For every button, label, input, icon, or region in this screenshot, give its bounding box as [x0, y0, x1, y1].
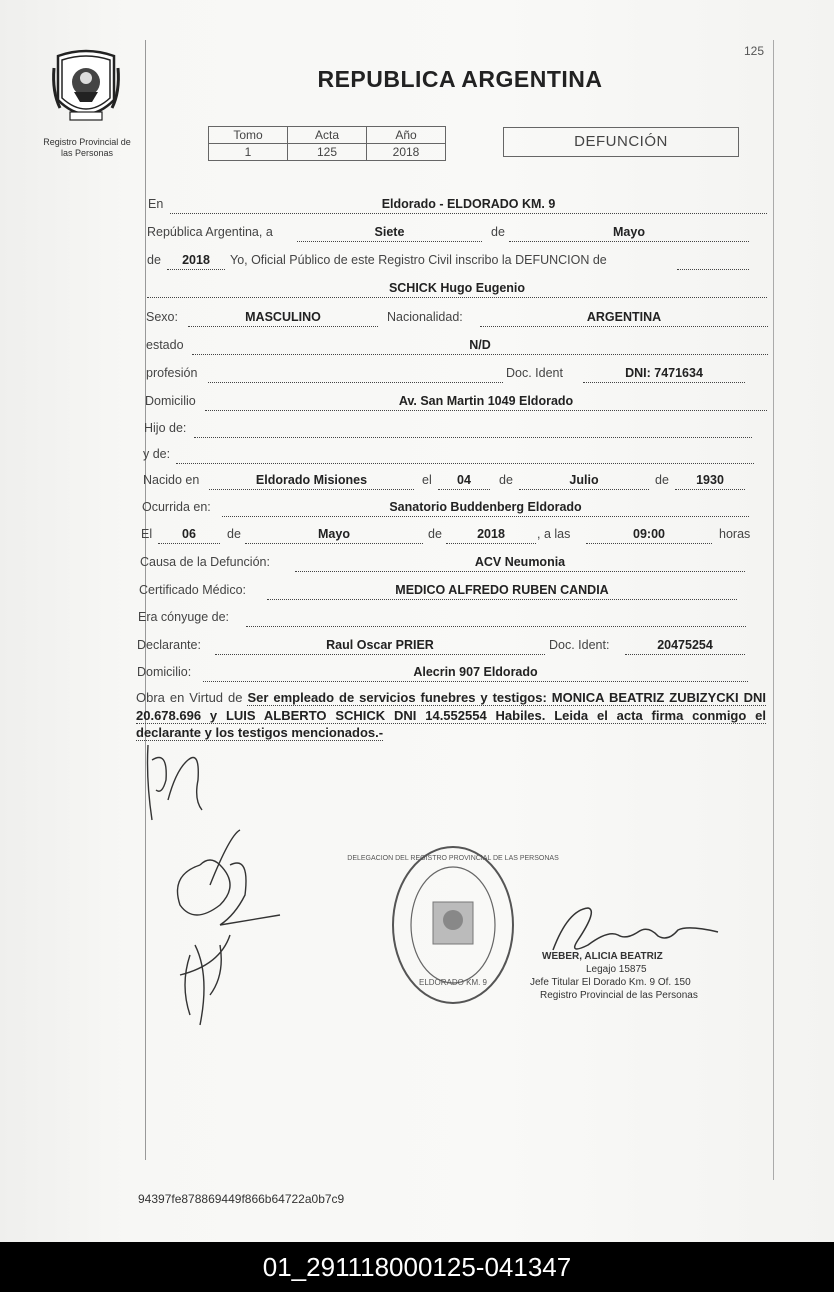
registrar-name: WEBER, ALICIA BEATRIZ — [542, 951, 663, 962]
inscription-text: Yo, Oficial Público de este Registro Civil inscribo la DEFUNCION de — [230, 253, 607, 267]
estado-label: estado — [146, 338, 184, 352]
domicilio-label: Domicilio — [145, 394, 196, 408]
sexo-value: MASCULINO — [188, 310, 378, 327]
a-las-label: , a las — [537, 527, 571, 541]
declarante-doc-value: 20475254 — [625, 638, 745, 655]
horas-label: horas — [719, 527, 751, 541]
causa-label: Causa de la Defunción: — [140, 555, 270, 569]
anio-label: Año — [367, 127, 446, 144]
de-label: de — [491, 225, 505, 239]
profesion-label: profesión — [146, 366, 198, 380]
de-label: de — [499, 473, 513, 487]
profesion-value — [208, 366, 503, 383]
hijo-de-value — [194, 421, 752, 438]
de-label: de — [227, 527, 241, 541]
death-year: 2018 — [446, 527, 536, 544]
de-label: de — [428, 527, 442, 541]
hijo-de-label: Hijo de: — [144, 421, 187, 435]
doc-ident-value: DNI: 7471634 — [583, 366, 745, 383]
death-time: 09:00 — [586, 527, 712, 544]
day-value: Siete — [297, 225, 482, 242]
birth-place: Eldorado Misiones — [209, 473, 414, 490]
registrar-title: Jefe Titular El Dorado Km. 9 Of. 150 — [530, 977, 691, 988]
declarante-doc-label: Doc. Ident: — [549, 638, 610, 652]
nacido-label: Nacido en — [143, 473, 200, 487]
domicilio-declarante-value: Alecrin 907 Eldorado — [203, 665, 748, 682]
registrar-legajo: Legajo 15875 — [586, 964, 647, 975]
month-value: Mayo — [509, 225, 749, 242]
registrar-office: Registro Provincial de las Personas — [540, 990, 698, 1001]
declarante-label: Declarante: — [137, 638, 201, 652]
de-label: de — [147, 253, 161, 267]
tomo-value: 1 — [209, 144, 288, 161]
right-margin-line — [773, 40, 774, 1180]
doc-ident-label: Doc. Ident — [506, 366, 563, 380]
domicilio-value: Av. San Martin 1049 Eldorado — [205, 394, 767, 411]
ocurrida-value: Sanatorio Buddenberg Eldorado — [222, 500, 749, 517]
witness-signature-icon — [150, 825, 290, 1035]
sexo-label: Sexo: — [146, 310, 178, 324]
acta-label: Acta — [288, 127, 367, 144]
birth-year: 1930 — [675, 473, 745, 490]
record-table — [208, 126, 446, 161]
y-de-value — [176, 447, 754, 464]
registrar-block — [530, 950, 698, 1002]
provincial-seal-icon — [52, 48, 120, 128]
domicilio-declarante-label: Domicilio: — [137, 665, 192, 679]
el-label: el — [422, 473, 432, 487]
page-number: 125 — [744, 44, 765, 58]
nacionalidad-label: Nacionalidad: — [387, 310, 463, 324]
y-de-label: y de: — [143, 447, 171, 461]
file-identifier: 01_291118000125-041347 — [0, 1242, 834, 1292]
stamp-text: DELEGACION DEL REGISTRO PROVINCIAL DE LAS PERSONAS — [347, 855, 559, 862]
document-hash: 94397fe878869449f866b64722a0b7c9 — [138, 1192, 345, 1206]
ocurrida-label: Ocurrida en: — [142, 500, 211, 514]
inscription-fill — [677, 253, 749, 270]
document-title: REPUBLICA ARGENTINA — [317, 66, 603, 92]
estado-value: N/D — [192, 338, 768, 355]
republica-label: República Argentina, a — [147, 225, 273, 239]
tomo-label: Tomo — [209, 127, 288, 144]
left-margin-line — [145, 40, 146, 1160]
causa-value: ACV Neumonia — [295, 555, 745, 572]
el-label: El — [141, 527, 153, 541]
stamp-inner-text: ELDORADO KM. 9 — [418, 978, 488, 987]
en-value: Eldorado - ELDORADO KM. 9 — [170, 197, 767, 214]
death-day: 06 — [158, 527, 220, 544]
obra-paragraph — [136, 689, 766, 742]
conyuge-label: Era cónyuge de: — [138, 610, 230, 624]
official-stamp-icon — [347, 840, 559, 1010]
birth-day: 04 — [438, 473, 490, 490]
anio-value: 2018 — [367, 144, 446, 161]
certificado-label: Certificado Médico: — [139, 583, 246, 597]
deceased-name: SCHICK Hugo Eugenio — [147, 281, 767, 298]
en-label: En — [148, 197, 164, 211]
acta-value: 125 — [288, 144, 367, 161]
birth-month: Julio — [519, 473, 649, 490]
registry-name: Registro Provincial de las Personas — [43, 137, 131, 158]
obra-value: Ser empleado de servicios funebres y testigos: MONICA BEATRIZ ZUBIZYCKI DNI 20.678.696 y LUIS ALBERTO SCHICK DNI 14.552554 Habiles. Leida el acta firma conmigo el declarante y los testigos mencionados.- — [136, 690, 766, 740]
death-month: Mayo — [245, 527, 423, 544]
record-type: DEFUNCIÓN — [503, 127, 739, 157]
declarante-value: Raul Oscar PRIER — [215, 638, 545, 655]
certificado-value: MEDICO ALFREDO RUBEN CANDIA — [267, 583, 737, 600]
obra-label: Obra en Virtud de — [136, 690, 243, 705]
year-value: 2018 — [167, 253, 225, 270]
nacionalidad-value: ARGENTINA — [480, 310, 768, 327]
signature-icon — [128, 740, 218, 830]
conyuge-value — [246, 610, 746, 627]
de-label: de — [655, 473, 669, 487]
